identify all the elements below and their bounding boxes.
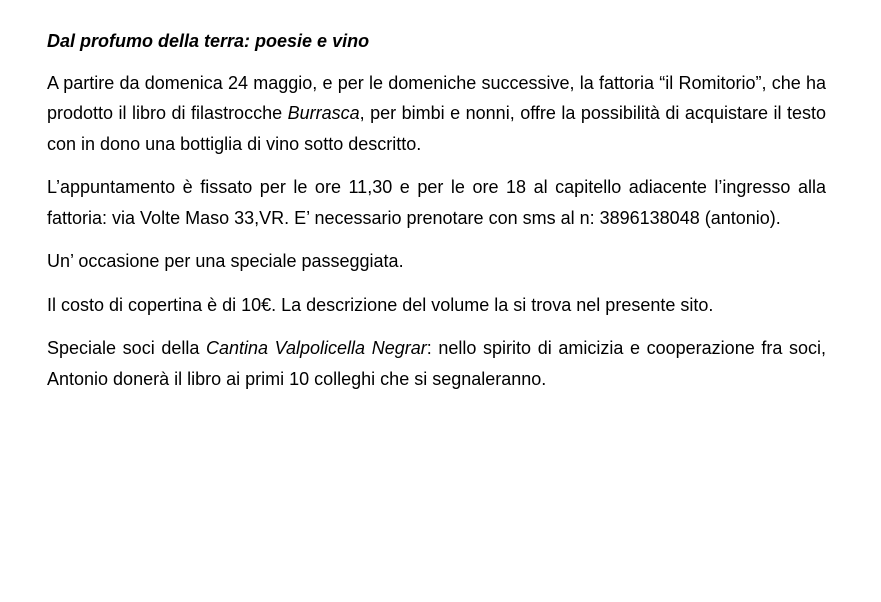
paragraph-members (47, 333, 826, 394)
paragraph-announcement-text-1: A partire da domenica 24 maggio, e per le domeniche successive, la fattoria “il Romitorio”, che ha prodotto il libro di filastrocche (47, 72, 826, 123)
paragraph-announcement-text-2: , per bimbi e nonni, offre la possibilità di acquistare il testo con in dono una bottiglia di vino sotto descritto. (47, 103, 826, 154)
paragraph-price: Il costo di copertina è di 10€. La descrizione del volume la si trova nel presente sito. (47, 294, 714, 315)
document-title: Dal profumo della terra: poesie e vino (47, 31, 370, 51)
paragraph-announcement (47, 68, 826, 160)
paragraph-members-text-2: : nello spirito di amicizia e cooperazione fra soci, Antonio donerà il libro ai primi 10 colleghi che si segnaleranno. (47, 338, 827, 389)
paragraph-members-text-1: Speciale soci della (47, 338, 206, 358)
cantina-name: Cantina Valpolicella Negrar (206, 338, 427, 358)
paragraph-occasion: Un’ occasione per una speciale passeggiata. (47, 251, 404, 271)
document-body (47, 26, 826, 407)
paragraph-appointment: L’appuntamento è fissato per le ore 11,30 e per le ore 18 al capitello adiacente l’ingresso alla fattoria: via Volte Maso 33,VR. E’ necessario prenotare con sms al n: 3896138048 (antonio). (47, 177, 826, 228)
book-title-burrasca: Burrasca (287, 103, 360, 123)
